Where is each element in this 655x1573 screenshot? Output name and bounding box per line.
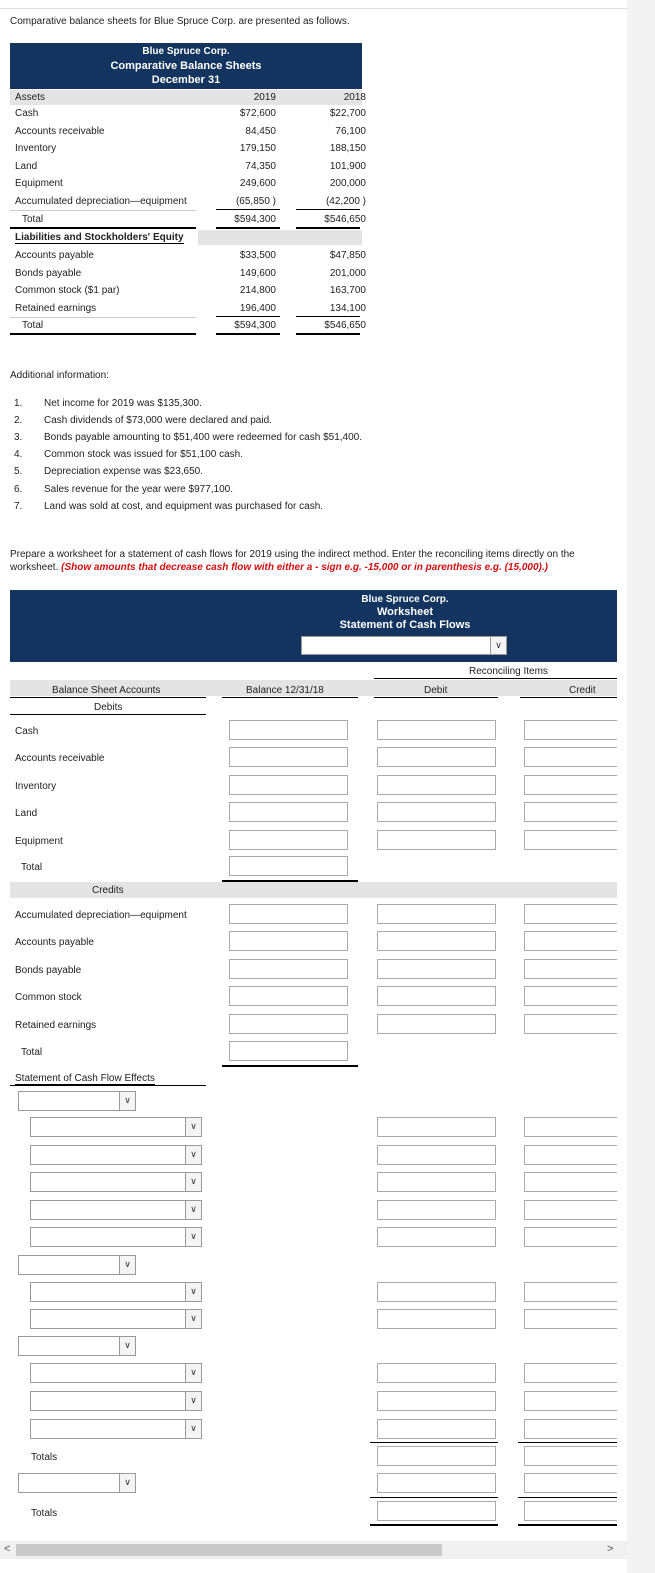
scf-item-credit-input[interactable]: [524, 1145, 617, 1165]
scf-item-debit-input[interactable]: [377, 1172, 496, 1192]
total-line: [216, 333, 280, 335]
bs-row: [10, 159, 366, 176]
info-number: 2.: [14, 415, 23, 427]
chevron-down-icon: ∨: [185, 1118, 201, 1136]
credits-total-label: Total: [21, 1047, 43, 1058]
scf-item-credit-input[interactable]: [524, 1309, 617, 1329]
scf-item-select[interactable]: [30, 1391, 202, 1411]
intro-text: Comparative balance sheets for Blue Spruce Corp. are presented as follows.: [10, 16, 350, 27]
instructions-text: Prepare a worksheet for a statement of cash flows for 2019 using the indirect method. Enter the reconciling items directly on the worksheet.: [10, 549, 575, 573]
info-text: Cash dividends of $73,000 were declared and paid.: [44, 415, 272, 427]
info-text: Land was sold at cost, and equipment was purchased for cash.: [44, 500, 324, 512]
ws-debit-label: Inventory: [15, 780, 57, 792]
info-text: Common stock was issued for $51,100 cash.: [44, 449, 243, 461]
bs-value-2018: 188,150: [329, 143, 366, 155]
totals2-label: Totals: [31, 1508, 58, 1519]
bs-value-2018: 200,000: [329, 178, 366, 190]
scf-item-debit-input[interactable]: [377, 1419, 496, 1439]
scf-item-select[interactable]: [30, 1145, 202, 1165]
right-panel: [627, 0, 655, 1573]
ws-credit-balance-input[interactable]: [229, 904, 348, 924]
ws-debit-balance-input[interactable]: [229, 802, 348, 822]
totals2-debit-input[interactable]: [377, 1501, 496, 1521]
ws-debit-balance-input[interactable]: [229, 747, 348, 767]
subtotal-line: [296, 209, 360, 210]
bs-row-label: Total: [22, 320, 44, 332]
ws-credit-balance-input[interactable]: [229, 1014, 348, 1034]
ws-debit-credit-input[interactable]: [524, 775, 617, 795]
chevron-down-icon: ∨: [185, 1146, 201, 1164]
liab-header-fill: [198, 230, 362, 245]
scf-underline: [10, 1085, 206, 1086]
ws-debit-label: Equipment: [15, 835, 63, 847]
bs-value-2019: (65,850 ): [235, 196, 276, 207]
scf-item-credit-input[interactable]: [524, 1117, 617, 1137]
scf-item-select[interactable]: [30, 1282, 202, 1302]
scf-item-debit-input[interactable]: [377, 1145, 496, 1165]
scf-item-credit-input[interactable]: [524, 1419, 617, 1439]
balance-sheet-header: [10, 43, 362, 89]
total-line: [216, 227, 280, 229]
ws-credit-debit-input[interactable]: [377, 986, 496, 1006]
bs-row: [10, 124, 366, 141]
debits-total-input[interactable]: [229, 856, 348, 876]
worksheet-date-select[interactable]: [301, 636, 507, 655]
scf-extra-debit-input[interactable]: [377, 1473, 496, 1493]
chevron-down-icon: ∨: [185, 1420, 201, 1438]
worksheet-title: [300, 593, 510, 632]
scf-item-debit-input[interactable]: [377, 1309, 496, 1329]
totals1-debit-input[interactable]: [377, 1446, 496, 1466]
accounts-underline: [10, 697, 206, 698]
chevron-down-icon: ∨: [185, 1201, 201, 1219]
bs-value-2019: $594,300: [234, 320, 276, 332]
info-number: 3.: [14, 432, 23, 444]
credits-label: Credits: [92, 885, 124, 896]
scf-label: Statement of Cash Flow Effects: [15, 1073, 155, 1084]
bs-value-2019: 74,350: [245, 160, 276, 172]
total-line: [296, 227, 360, 229]
info-number: 5.: [14, 466, 23, 478]
debits-label: Debits: [94, 702, 123, 713]
reconciling-underline: [374, 678, 617, 679]
col-accounts: Balance Sheet Accounts: [52, 685, 161, 696]
bs-value-2018: 76,100: [335, 125, 366, 137]
scf-item-credit-input[interactable]: [524, 1227, 617, 1247]
year-2019: 2019: [253, 92, 276, 103]
info-number: 6.: [14, 483, 23, 495]
ws-credit-debit-input[interactable]: [377, 904, 496, 924]
bs-value-2018: 163,700: [329, 285, 366, 297]
ws-credit-balance-input[interactable]: [229, 959, 348, 979]
chevron-left-icon[interactable]: <: [4, 1543, 11, 1555]
ws-title: Worksheet: [376, 606, 434, 618]
ws-debit-label: Land: [15, 808, 38, 820]
scf-section-select[interactable]: [18, 1255, 136, 1275]
ws-credit-credit-input[interactable]: [524, 986, 617, 1006]
totals1-label: Totals: [31, 1452, 58, 1463]
chevron-down-icon: ∨: [185, 1310, 201, 1328]
scf-item-select[interactable]: [30, 1117, 202, 1137]
ws-credit-debit-input[interactable]: [377, 959, 496, 979]
subtotal-line: [216, 316, 280, 317]
scf-item-credit-input[interactable]: [524, 1172, 617, 1192]
additional-info-label: Additional information:: [10, 370, 109, 381]
ws-debit-debit-input[interactable]: [377, 830, 496, 850]
ws-debit-credit-input[interactable]: [524, 802, 617, 822]
bs-row: [10, 266, 366, 283]
scf-item-select[interactable]: [30, 1227, 202, 1247]
bs-row: [10, 141, 366, 158]
debits-total-label: Total: [21, 862, 43, 873]
bs-company: Blue Spruce Corp.: [142, 46, 230, 57]
debits-underline: [10, 714, 206, 715]
ws-credit-label: Retained earnings: [15, 1019, 97, 1031]
totals1-credit-input[interactable]: [524, 1446, 617, 1466]
year-2018: 2018: [343, 92, 366, 103]
scf-item-select[interactable]: [30, 1363, 202, 1383]
bs-value-2018: $546,650: [324, 213, 366, 225]
bs-value-2018: $47,850: [329, 250, 366, 261]
bs-row-label: Inventory: [15, 143, 57, 155]
bs-value-2018: 134,100: [329, 302, 366, 314]
ws-credit-balance-input[interactable]: [229, 986, 348, 1006]
chevron-down-icon: ∨: [185, 1283, 201, 1301]
credit-underline: [520, 697, 617, 698]
bs-value-2019: 149,600: [239, 267, 276, 279]
scf-item-debit-input[interactable]: [377, 1117, 496, 1137]
info-number: 7.: [14, 500, 23, 512]
chevron-down-icon: ∨: [185, 1364, 201, 1382]
scf-item-debit-input[interactable]: [377, 1391, 496, 1411]
scrollbar-thumb[interactable]: [16, 1544, 442, 1556]
scf-item-credit-input[interactable]: [524, 1282, 617, 1302]
chevron-down-icon: ∨: [119, 1256, 135, 1274]
ws-debit-label: Cash: [15, 726, 39, 737]
bs-row-label: Common stock ($1 par): [15, 285, 120, 297]
scf-item-credit-input[interactable]: [524, 1363, 617, 1383]
bs-row: [10, 283, 366, 300]
ws-credit-label: Common stock: [15, 992, 82, 1004]
info-text: Depreciation expense was $23,650.: [44, 466, 203, 478]
balance-underline: [222, 697, 358, 698]
ws-credit-label: Accumulated depreciation—equipment: [15, 910, 187, 921]
ws-credit-balance-input[interactable]: [229, 931, 348, 951]
totals-line: [370, 1497, 498, 1498]
scf-item-select[interactable]: [30, 1309, 202, 1329]
ws-credit-credit-input[interactable]: [524, 931, 617, 951]
totals-line: [518, 1497, 617, 1498]
bs-row: [10, 106, 366, 123]
liab-header-row: [10, 230, 198, 245]
total-line: [296, 333, 360, 335]
bs-row-label: Bonds payable: [15, 267, 82, 279]
bs-row-label: Land: [15, 160, 38, 172]
debit-underline: [374, 697, 498, 698]
scf-item-credit-input[interactable]: [524, 1200, 617, 1220]
assets-header: Assets: [15, 92, 46, 103]
info-number: 1.: [14, 398, 23, 409]
ws-credit-debit-input[interactable]: [377, 1014, 496, 1034]
ws-debit-debit-input[interactable]: [377, 720, 496, 740]
bs-value-2018: $22,700: [329, 108, 366, 119]
ws-debit-balance-input[interactable]: [229, 720, 348, 740]
instructions: [10, 548, 610, 574]
bs-row-label: Accounts payable: [15, 250, 94, 261]
bs-row-label: Equipment: [15, 178, 63, 190]
scf-item-select[interactable]: [30, 1172, 202, 1192]
ws-credit-label: Accounts payable: [15, 937, 94, 949]
chevron-down-icon: ∨: [185, 1173, 201, 1191]
bs-title: Comparative Balance Sheets: [110, 60, 262, 72]
bs-value-2018: (42,200 ): [325, 196, 366, 207]
scf-section-select[interactable]: [18, 1473, 136, 1493]
ws-credit-credit-input[interactable]: [524, 1014, 617, 1034]
subtotal-line: [216, 209, 280, 210]
bs-value-2019: $72,600: [239, 108, 276, 119]
ws-debit-credit-input[interactable]: [524, 747, 617, 767]
instructions-red: (Show amounts that decrease cash flow with either a - sign e.g. -15,000 or in parenthesis e.g. (15,000).): [61, 562, 548, 573]
subtotal-line: [296, 316, 360, 317]
scf-item-debit-input[interactable]: [377, 1227, 496, 1247]
chevron-down-icon: ∨: [119, 1474, 135, 1492]
bs-row-label: Accumulated depreciation—equipment: [15, 196, 187, 207]
chevron-down-icon: ∨: [119, 1092, 135, 1110]
bs-date: December 31: [151, 74, 221, 86]
col-balance: Balance 12/31/18: [246, 685, 324, 696]
ws-debit-label: Accounts receivable: [15, 753, 105, 765]
scf-extra-credit-input[interactable]: [524, 1473, 617, 1493]
ws-debit-debit-input[interactable]: [377, 747, 496, 767]
credits-total-input[interactable]: [229, 1041, 348, 1061]
ws-credit-credit-input[interactable]: [524, 959, 617, 979]
scf-section-select[interactable]: [18, 1091, 136, 1111]
ws-subtitle: Statement of Cash Flows: [339, 619, 471, 631]
info-text: Net income for 2019 was $135,300.: [44, 398, 202, 409]
ws-credit-label: Bonds payable: [15, 964, 82, 976]
bs-value-2018: 101,900: [329, 160, 366, 172]
ws-debit-debit-input[interactable]: [377, 775, 496, 795]
ws-credit-debit-input[interactable]: [377, 931, 496, 951]
bs-value-2019: 214,800: [239, 285, 276, 297]
totals-double-line: [370, 1524, 498, 1526]
top-divider: [0, 8, 627, 9]
info-number: 4.: [14, 449, 23, 461]
credits-total-line: [222, 1065, 358, 1067]
ws-debit-credit-input[interactable]: [524, 720, 617, 740]
bs-value-2019: 84,450: [245, 125, 276, 137]
chevron-down-icon: ∨: [185, 1392, 201, 1410]
horizontal-scrollbar[interactable]: [0, 1541, 627, 1559]
bs-value-2018: $546,650: [324, 320, 366, 332]
scf-item-credit-input[interactable]: [524, 1391, 617, 1411]
chevron-down-icon: ∨: [490, 637, 506, 654]
scf-item-select[interactable]: [30, 1419, 202, 1439]
col-credit: Credit: [569, 685, 596, 696]
bs-value-2019: $594,300: [234, 213, 276, 225]
liab-header: Liabilities and Stockholders' Equity: [15, 232, 184, 243]
totals-line: [370, 1442, 498, 1443]
totals2-credit-input[interactable]: [524, 1501, 617, 1521]
bs-row-label: Accounts receivable: [15, 125, 105, 137]
bs-value-2019: $33,500: [239, 250, 276, 261]
bs-row-label: Total: [22, 213, 44, 225]
info-text: Sales revenue for the year were $977,100.: [44, 483, 234, 495]
bs-row: [10, 248, 366, 265]
bs-row-label: Cash: [15, 108, 39, 119]
ws-debit-balance-input[interactable]: [229, 775, 348, 795]
total-line: [10, 227, 196, 229]
scf-item-debit-input[interactable]: [377, 1282, 496, 1302]
scf-section-select[interactable]: [18, 1336, 136, 1356]
bs-row-label: Retained earnings: [15, 302, 97, 314]
bs-value-2019: 249,600: [239, 178, 276, 190]
ws-credit-credit-input[interactable]: [524, 904, 617, 924]
col-debit: Debit: [424, 685, 448, 696]
scf-item-debit-input[interactable]: [377, 1200, 496, 1220]
scf-item-debit-input[interactable]: [377, 1363, 496, 1383]
scf-item-select[interactable]: [30, 1200, 202, 1220]
info-text: Bonds payable amounting to $51,400 were redeemed for cash $51,400.: [44, 432, 362, 444]
chevron-right-icon[interactable]: >: [607, 1543, 614, 1555]
assets-header-row: [10, 90, 366, 105]
bs-value-2019: 196,400: [239, 302, 276, 314]
chevron-down-icon: ∨: [119, 1337, 135, 1355]
ws-debit-credit-input[interactable]: [524, 830, 617, 850]
totals-line: [518, 1442, 617, 1443]
total-line: [10, 333, 196, 335]
ws-company: Blue Spruce Corp.: [361, 594, 449, 605]
bs-value-2019: 179,150: [239, 143, 276, 155]
chevron-down-icon: ∨: [185, 1228, 201, 1246]
totals-double-line: [518, 1524, 617, 1526]
bs-row: [10, 176, 366, 193]
ws-debit-debit-input[interactable]: [377, 802, 496, 822]
reconciling-items-label: Reconciling Items: [469, 666, 548, 677]
bs-value-2018: 201,000: [329, 267, 366, 279]
ws-debit-balance-input[interactable]: [229, 830, 348, 850]
